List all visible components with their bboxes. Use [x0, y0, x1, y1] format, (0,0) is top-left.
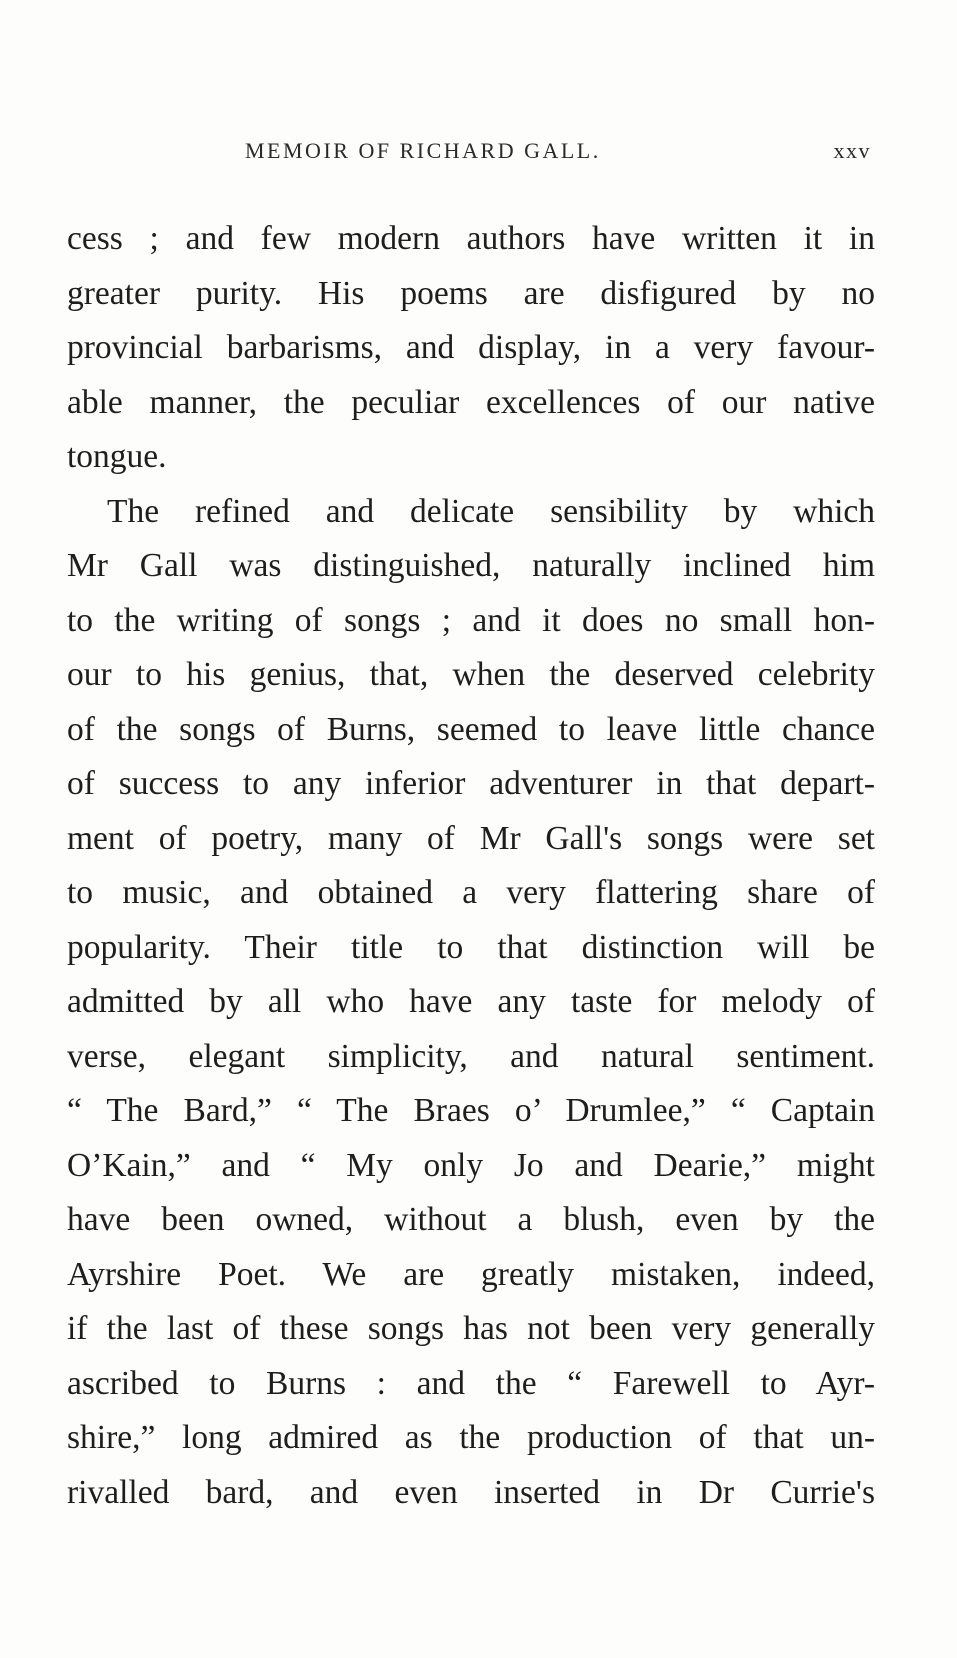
text-line: able manner, the peculiar excellences of our native	[67, 383, 875, 421]
text-line: of success to any inferior adventurer in that depart-	[67, 765, 875, 802]
text-line: cess ; and few modern authors have written it in	[67, 220, 875, 257]
running-title: MEMOIR OF RICHARD GALL.	[245, 138, 601, 163]
text-line: admitted by all who have any taste for melody of	[67, 983, 875, 1020]
text-line: shire,” long admired as the production of that un-	[67, 1419, 875, 1456]
text-line: ment of poetry, many of Mr Gall's songs were set	[67, 819, 875, 857]
text-line: Mr Gall was distinguished, naturally inclined him	[67, 547, 875, 584]
text-line: if the last of these songs has not been very generally	[67, 1310, 875, 1347]
text-line: rivalled bard, and even inserted in Dr Currie's	[67, 1473, 875, 1511]
text-line: have been owned, without a blush, even by the	[67, 1201, 875, 1238]
text-line: The refined and delicate sensibility by which	[107, 492, 875, 530]
text-line: verse, elegant simplicity, and natural sentiment.	[67, 1037, 875, 1075]
running-head	[245, 138, 871, 168]
text-line: our to his genius, that, when the deserved celebrity	[67, 656, 875, 693]
page-number: xxv	[833, 138, 871, 163]
body-text	[67, 212, 875, 1520]
text-line: provincial barbarisms, and display, in a very favour-	[67, 329, 875, 366]
text-line: to the writing of songs ; and it does no small hon-	[67, 601, 875, 639]
text-line: popularity. Their title to that distinction will be	[67, 928, 875, 966]
text-line: to music, and obtained a very flattering share of	[67, 874, 875, 911]
text-line: greater purity. His poems are disfigured by no	[67, 274, 875, 312]
text-line: “ The Bard,” “ The Braes o’ Drumlee,” “ Captain	[67, 1092, 875, 1129]
text-line: tongue.	[67, 438, 167, 475]
text-line: of the songs of Burns, seemed to leave little chance	[67, 710, 875, 748]
text-line: Ayrshire Poet. We are greatly mistaken, indeed,	[67, 1255, 875, 1293]
text-line: ascribed to Burns : and the “ Farewell to Ayr-	[67, 1364, 875, 1402]
text-line: O’Kain,” and “ My only Jo and Dearie,” might	[67, 1146, 875, 1184]
